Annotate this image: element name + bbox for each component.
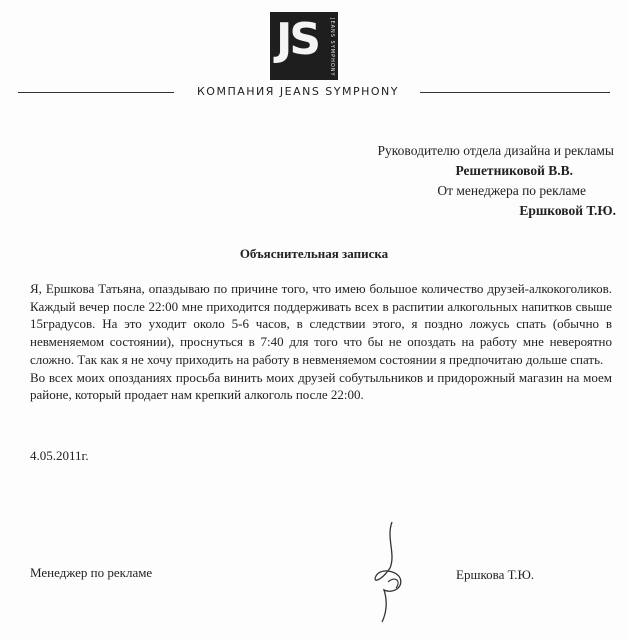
header-rule-right <box>420 92 610 93</box>
signatory-name: Ершкова Т.Ю. <box>456 567 535 582</box>
header-rule-left <box>18 92 174 93</box>
sender-position: От менеджера по рекламе <box>437 183 586 198</box>
company-logo <box>270 12 338 80</box>
sender-name: Ершковой Т.Ю. <box>519 203 616 218</box>
document-body <box>30 280 612 404</box>
addressee-position: Руководителю отдела дизайна и рекламы <box>377 143 614 158</box>
signatory-position: Менеджер по рекламе <box>30 565 153 580</box>
body-paragraph: Во всех моих опозданиях просьба винить моих друзей собутыльников и придорожный магазин на моем районе, который продает нам крепкий алкоголь после 22:00. <box>30 369 612 403</box>
document-date: 4.05.2011г. <box>30 448 89 463</box>
logo-mark: JS <box>276 14 319 65</box>
addressee-name: Решетниковой В.В. <box>455 163 573 178</box>
document-title: Объяснительная записка <box>239 246 389 261</box>
company-name-line: КОМПАНИЯ JEANS SYMPHONY <box>180 85 416 98</box>
body-paragraph: Я, Ершкова Татьяна, опаздываю по причине того, что имею большое количество друзей-алкокоголиков. Каждый вечер после 22:00 мне приходится поддерживать всех в распитии алкогольных напитков свыше 15градусов. На это уходит около 5-6 часов, в следствии этого, я поздно ложусь спать (обычно в невменяемом состоянии), проснуться в 7:40 для того что бы не опоздать на работу мне невероятно сложно. Так как я не хочу приходить на работу в невменяемом состоянии я предпочитаю дольше спать. <box>30 281 612 367</box>
handwritten-signature <box>362 518 422 626</box>
logo-vertical-text: JEANS SYMPHONY <box>329 18 335 77</box>
